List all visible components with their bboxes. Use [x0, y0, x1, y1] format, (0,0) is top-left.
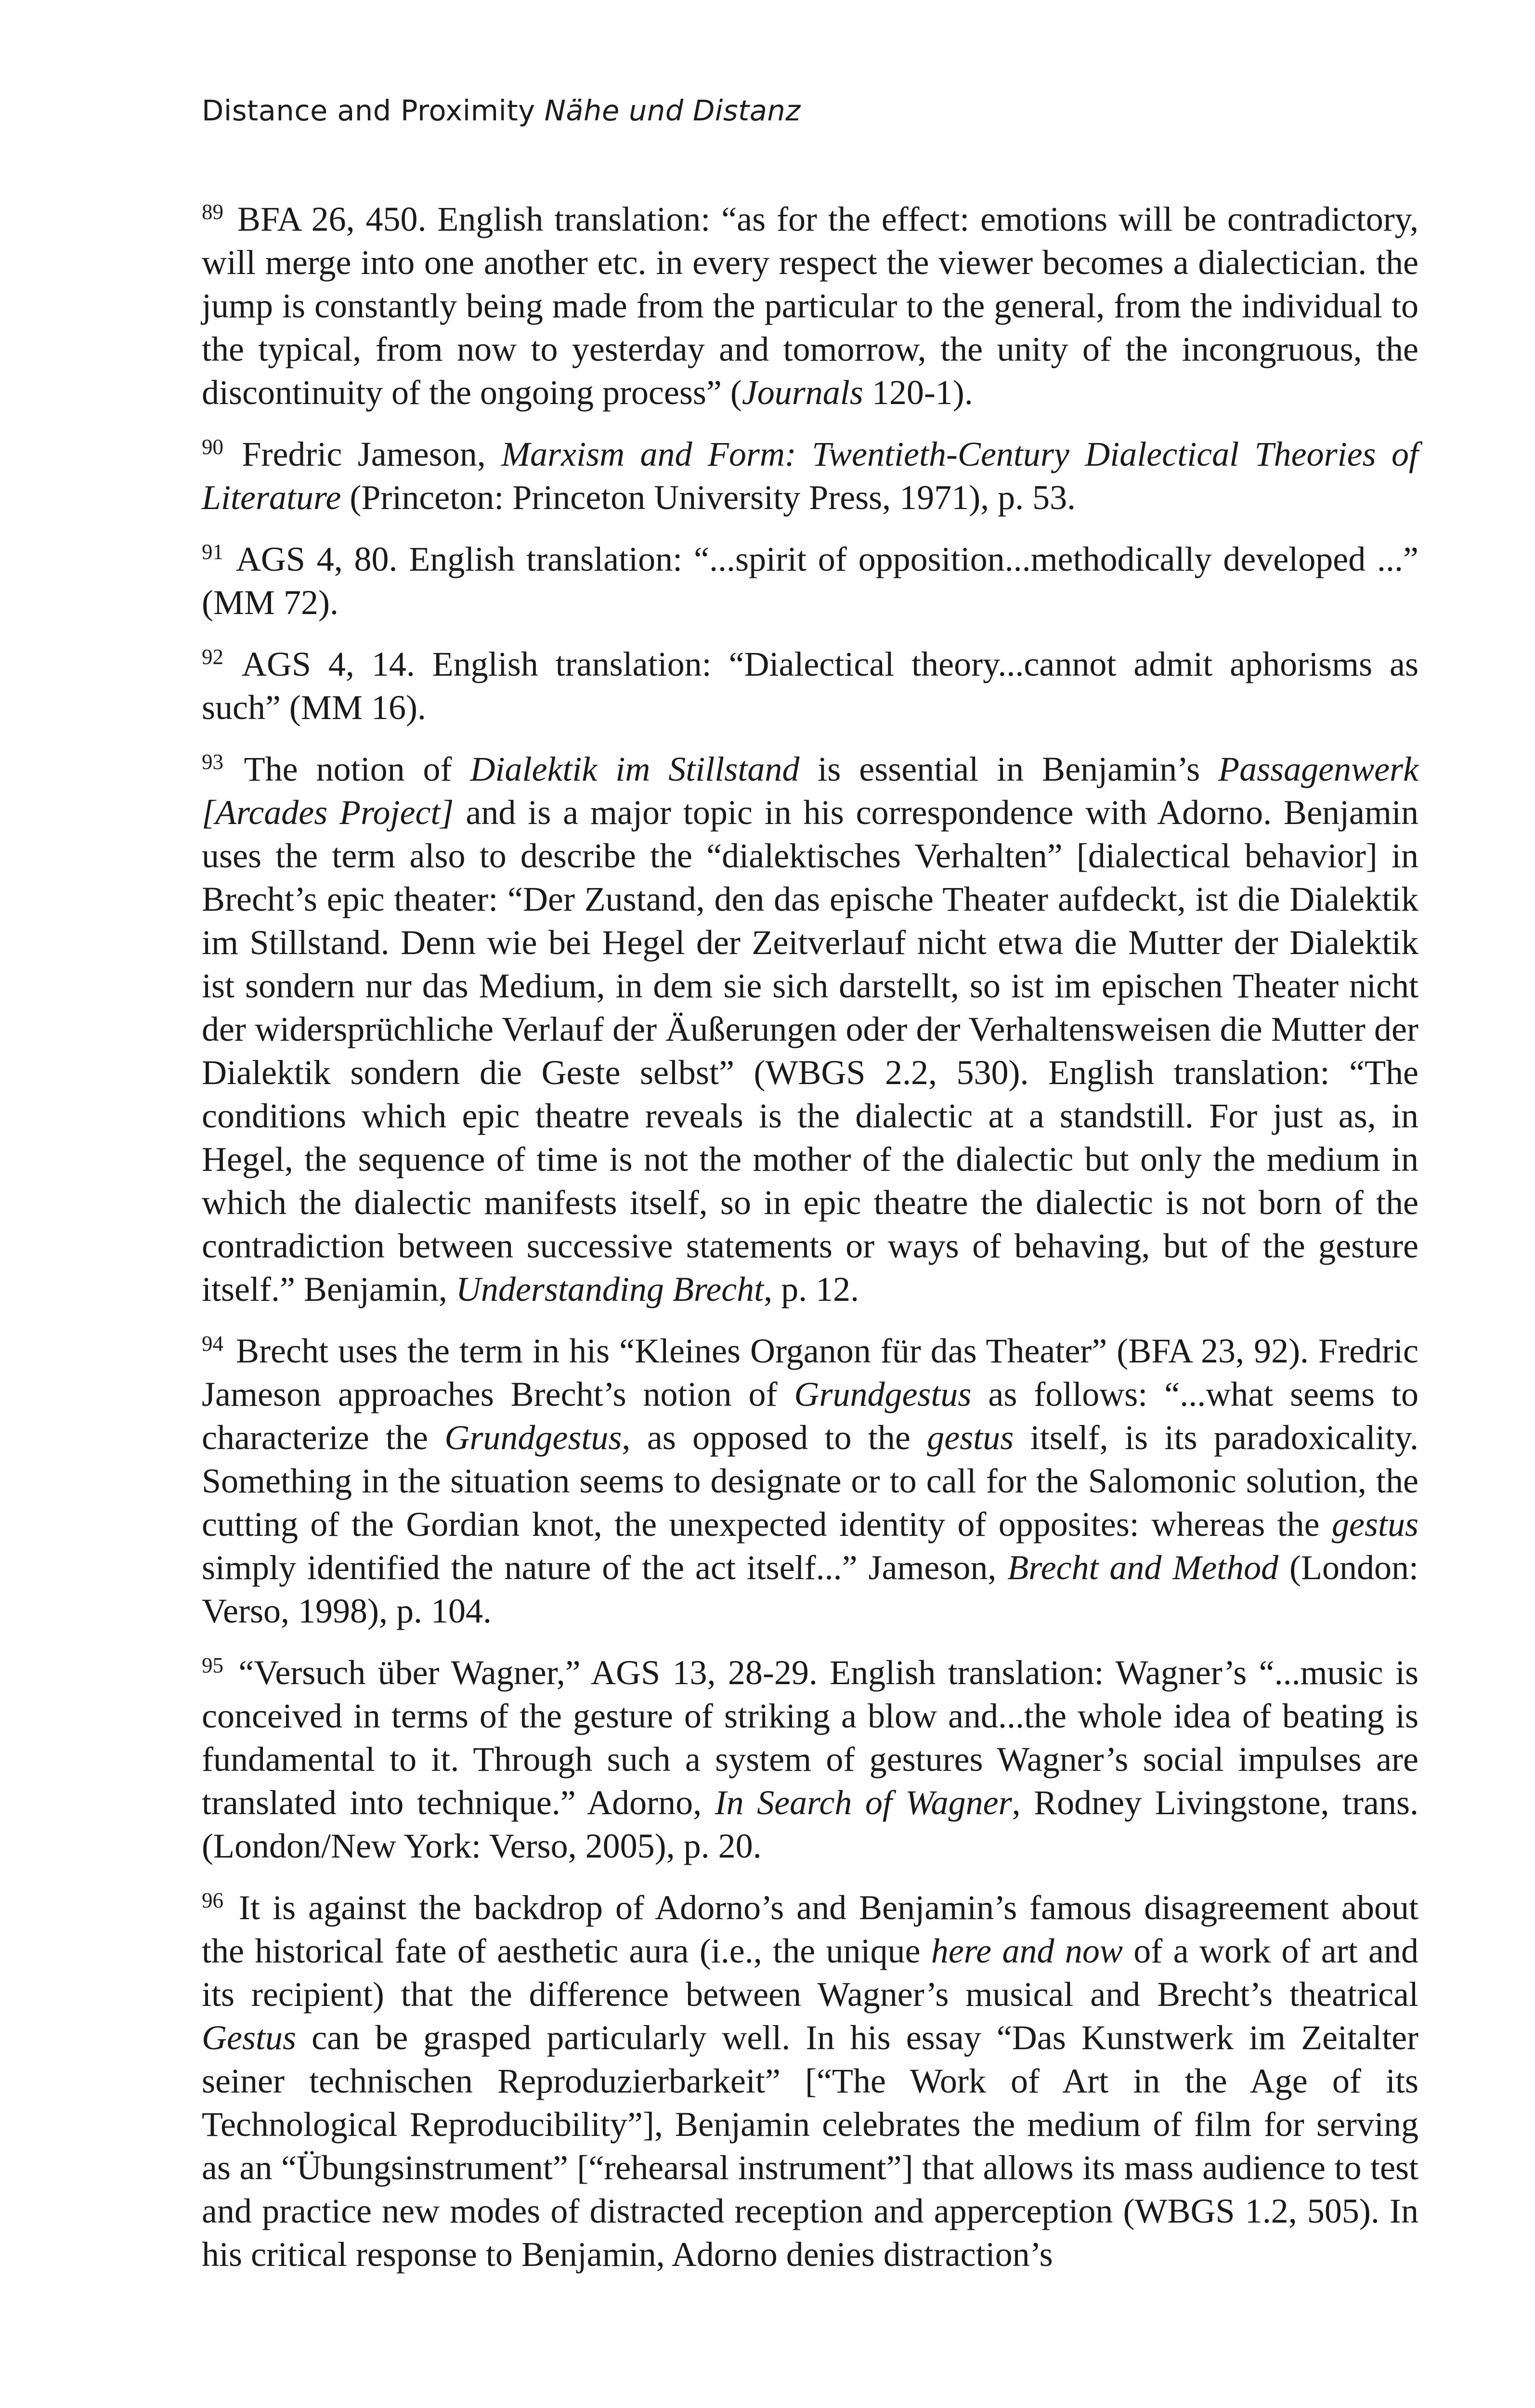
footnote-text: and is a major topic in his correspondence with Adorno. Benjamin uses the term also to describe the “dialektisches Verhalten” [dialectical behavior] in Brecht’s epic theater: “Der Zustand, den das epische Theater aufdeckt, ist die Dialektik im Stillstand. Denn wie bei Hegel der Zeitverlauf nicht etwa die Mutter der Dialektik ist sondern nur das Medium, in dem sie sich darstellt, so ist im epischen Theater nicht der widersprüchliche Verlauf der Äußerungen oder der Verhaltensweisen die Mutter der Dialektik sondern die Geste selbst” (WBGS 2.2, 530). English translation: “The conditions which epic theatre reveals is the dialectic at a standstill. For just as, in Hegel, the sequence of time is not the mother of the dialectic but only the medium in which the dialectic manifests itself, so in epic theatre the dialectic is not born of the contradiction between successive statements or ways of behaving, but of the gesture itself.” Benjamin, — [202, 793, 1418, 1309]
footnote-text: , Rodney Livingstone, trans. (London/New York: Verso, 2005), p. 20. — [202, 1783, 1418, 1865]
footnote-italic-text: gestus — [927, 1418, 1014, 1457]
footnote-number: 94 — [202, 1332, 223, 1356]
running-header — [202, 94, 801, 127]
footnote-text: , p. 12. — [764, 1270, 859, 1309]
footnote-text: is essential in Benjamin’s — [799, 750, 1219, 788]
footnotes-section — [202, 197, 1418, 2294]
footnote-italic-text: Passagenwerk [Arcades Project] — [202, 750, 1419, 832]
footnote-text: simply identified the nature of the act itself...” Jameson, — [202, 1548, 1008, 1587]
footnote-95 — [202, 1651, 1418, 1868]
footnote-italic-text: Grundgestus — [794, 1375, 972, 1413]
footnote-text: The notion of — [244, 750, 470, 788]
footnote-text: of a work of art and its recipient) that the difference between Wagner’s musical and Brecht’s theatrical — [202, 1932, 1418, 2014]
footnote-number: 95 — [202, 1653, 223, 1677]
footnote-text: can be grasped particularly well. In his essay “Das Kunstwerk im Zeitalter seiner technischen Reproduzierbarkeit” [“The Work of Art in the Age of its Technological Reproducibility”], Benjamin celebrates the medium of film for serving as an “Übungsinstrument” [“rehearsal instrument”] that allows its mass audience to test and practice new modes of distracted reception and apperception (WBGS 1.2, 505). In his critical response to Benjamin, Adorno denies distraction’s — [202, 2018, 1418, 2274]
footnote-text: BFA 26, 450. English translation: “as for the effect: emotions will be contradictory, will merge into one another etc. in every respect the viewer becomes a dialectician. the jump is constantly being made from the particular to the general, from the individual to the typical, from now to yesterday and tomorrow, the unity of the incongruous, the discontinuity of the ongoing process” ( — [202, 200, 1419, 412]
footnote-92 — [202, 642, 1418, 729]
footnote-italic-text: Gestus — [202, 2018, 296, 2057]
footnote-number: 92 — [202, 645, 223, 669]
footnote-text: itself, is its paradoxicality. Something in the situation seems to designate or to call for the Salomonic solution, the cutting of the Gordian knot, the unexpected identity of opposites: whereas the — [202, 1418, 1418, 1544]
footnote-italic-text: Brecht and Method — [1007, 1548, 1279, 1587]
footnote-italic-text: Journals — [741, 373, 863, 412]
footnote-text: 120-1). — [863, 373, 973, 412]
footnote-text: , as opposed to the — [622, 1418, 927, 1457]
footnote-italic-text: Marxism and Form: Twentieth-Century Dialectical Theories of Literature — [202, 435, 1419, 517]
footnote-italic-text: Understanding Brecht — [455, 1270, 764, 1309]
running-header-title: Distance and Proximity — [202, 94, 535, 127]
footnote-90 — [202, 432, 1418, 519]
footnote-96 — [202, 1886, 1418, 2276]
running-header-german-title: Nähe und Distanz — [544, 94, 801, 127]
footnote-89 — [202, 197, 1418, 414]
footnote-text: AGS 4, 80. English translation: “...spirit of opposition...methodically developed ...” (MM 72). — [202, 540, 1418, 622]
footnote-text: Brecht uses the term in his “Kleines Organon für das Theater” (BFA 23, 92). Fredric Jameson approaches Brecht’s notion of — [202, 1332, 1418, 1413]
footnote-94 — [202, 1329, 1418, 1633]
footnote-text: Fredric Jameson, — [242, 435, 502, 473]
footnote-text: “Versuch über Wagner,” AGS 13, 28-29. English translation: Wagner’s “...music is conceived in terms of the gesture of striking a blow and...the whole idea of beating is fundamental to it. Through such a system of gestures Wagner’s social impulses are translated into technique.” Adorno, — [202, 1653, 1419, 1822]
footnote-number: 96 — [202, 1888, 223, 1912]
footnote-93 — [202, 747, 1418, 1311]
footnote-italic-text: Dialektik im Stillstand — [470, 750, 800, 788]
footnote-text: as follows: “...what seems to characterize the — [202, 1375, 1418, 1457]
footnote-italic-text: In Search of Wagner — [715, 1783, 1012, 1822]
footnote-italic-text: Grundgestus — [444, 1418, 622, 1457]
footnote-text: (Princeton: Princeton University Press, 1971), p. 53. — [341, 478, 1076, 517]
footnote-text: It is against the backdrop of Adorno’s and Benjamin’s famous disagreement about the historical fate of aesthetic aura (i.e., the unique — [202, 1888, 1418, 1970]
footnote-italic-text: here and now — [931, 1932, 1123, 1970]
footnote-number: 90 — [202, 435, 223, 459]
footnote-text: AGS 4, 14. English translation: “Dialectical theory...cannot admit aphorisms as such” (MM 16). — [202, 645, 1419, 727]
footnote-91 — [202, 537, 1418, 624]
footnote-number: 91 — [202, 540, 223, 564]
footnote-number: 93 — [202, 750, 223, 774]
footnote-text: (London: Verso, 1998), p. 104. — [202, 1548, 1418, 1630]
footnote-number: 89 — [202, 200, 223, 224]
footnote-italic-text: gestus — [1332, 1505, 1418, 1544]
